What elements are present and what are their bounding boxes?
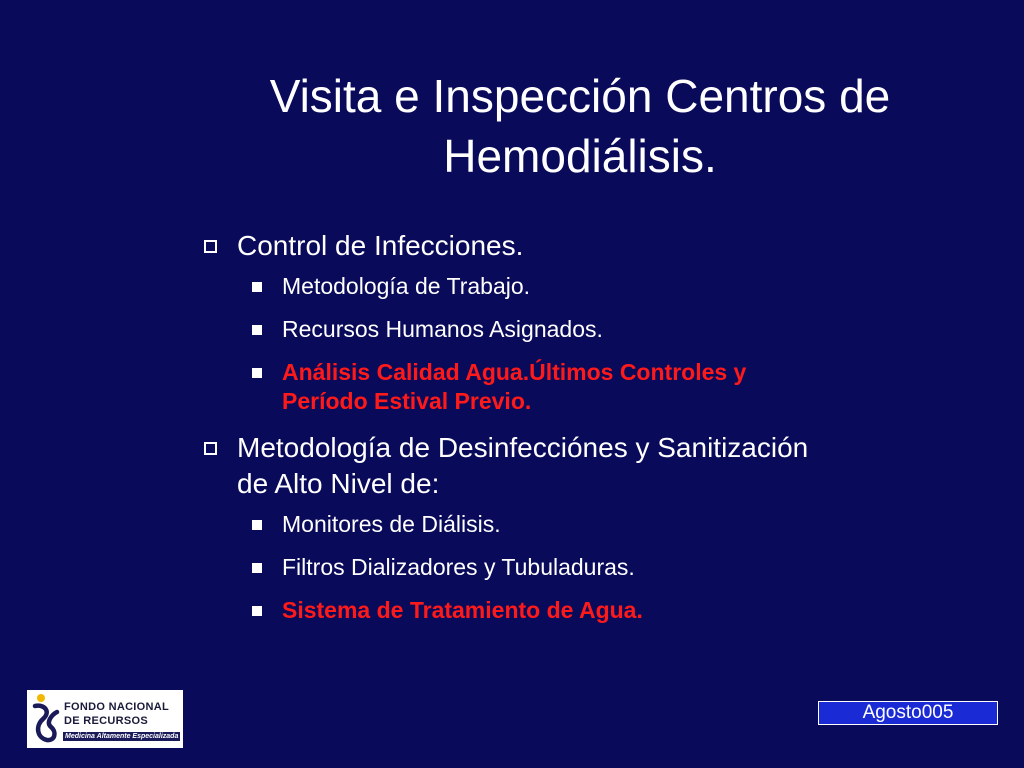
bullet-control-infecciones: [200, 228, 960, 264]
subbullet-monitores-dialisis: [200, 510, 960, 539]
bullet-metodologia-desinfecciones: [200, 430, 960, 502]
filled-square-bullet-icon: [252, 282, 262, 292]
subbullet-analisis-calidad-agua: [200, 358, 960, 416]
subbullet-text: Recursos Humanos Asignados.: [282, 316, 603, 342]
subbullet-sistema-tratamiento-agua: [200, 596, 960, 625]
subbullet-text: Metodología de Trabajo.: [282, 273, 531, 299]
bullet-text-line1: Metodología de Desinfecciónes y Sanitización: [237, 432, 809, 463]
logo-text-line1: FONDO NACIONAL: [64, 701, 170, 713]
bullet-list: [200, 228, 960, 639]
filled-square-bullet-icon: [252, 520, 262, 530]
logo-text-line2: DE RECURSOS: [64, 715, 148, 727]
subbullet-recursos-humanos: [200, 315, 960, 344]
hollow-square-bullet-icon: [204, 442, 217, 455]
subbullet-text: Filtros Dializadores y Tubuladuras.: [282, 554, 635, 580]
subbullet-text: Monitores de Diálisis.: [282, 511, 501, 537]
logo-emblem-icon: [29, 692, 63, 746]
bullet-text-line2: de Alto Nivel de:: [237, 468, 440, 499]
filled-square-bullet-icon: [252, 368, 262, 378]
subbullet-text: Sistema de Tratamiento de Agua.: [282, 597, 643, 623]
filled-square-bullet-icon: [252, 563, 262, 573]
logo-tagline: Medicina Altamente Especializada: [65, 733, 179, 740]
subbullet-text-line2: Período Estival Previo.: [282, 388, 532, 414]
subbullet-metodologia-trabajo: [200, 272, 960, 301]
slide-title: [170, 66, 990, 186]
filled-square-bullet-icon: [252, 606, 262, 616]
subbullet-filtros-dializadores: [200, 553, 960, 582]
bullet-text: Control de Infecciones.: [237, 230, 524, 261]
slide-title-line1: Visita e Inspección Centros de: [269, 70, 891, 122]
date-label: Agosto005: [818, 701, 998, 725]
subbullet-text-line1: Análisis Calidad Agua.Últimos Controles y: [282, 359, 747, 385]
hollow-square-bullet-icon: [204, 240, 217, 253]
slide-title-line2: Hemodiálisis.: [443, 130, 717, 182]
filled-square-bullet-icon: [252, 325, 262, 335]
fondo-nacional-logo: [27, 690, 183, 748]
